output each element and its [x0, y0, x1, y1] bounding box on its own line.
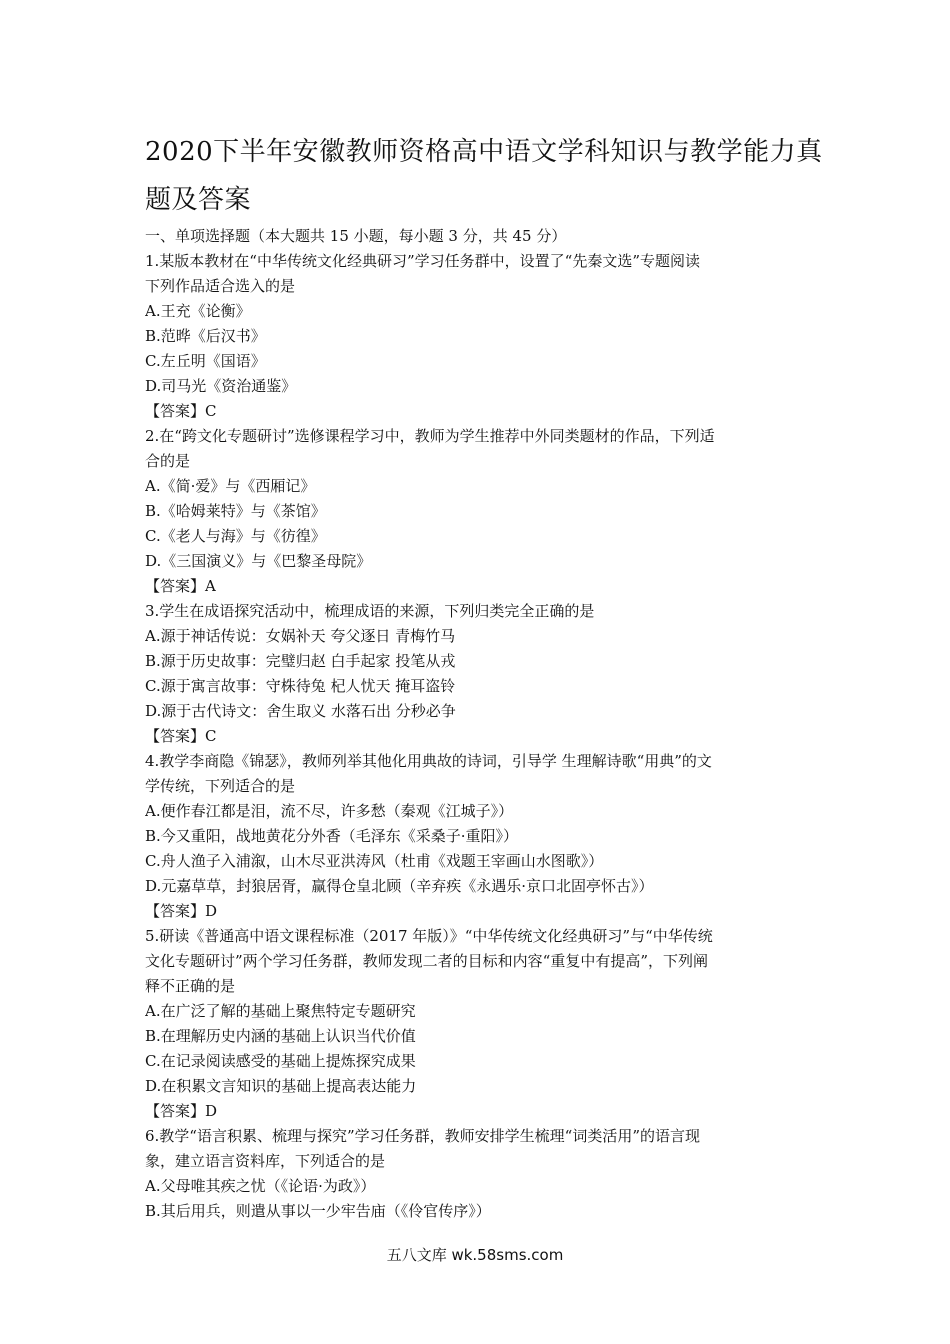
question-option: C.舟人渔子入浦溆，山木尽亚洪涛风（杜甫《戏题王宰画山水图歌》） — [145, 852, 604, 870]
question-option: B.范晔《后汉书》 — [145, 327, 266, 345]
question-option: C.《老人与海》与《彷徨》 — [145, 527, 326, 545]
footer-watermark: 五八文库 wk.58sms.com — [386, 1246, 564, 1264]
question-option: A.在广泛了解的基础上聚焦特定专题研究 — [145, 1002, 416, 1020]
question-stem: 文化专题研讨”两个学习任务群，教师发现二者的目标和内容“重复中有提高”，下列阐 — [145, 952, 709, 970]
answer-line: 【答案】D — [145, 1102, 218, 1120]
question-option: B.今又重阳，战地黄花分外香（毛泽东《采桑子·重阳》） — [145, 827, 519, 845]
question-stem: 释不正确的是 — [145, 977, 236, 995]
answer-line: 【答案】D — [145, 902, 218, 920]
question-option: A.便作春江都是泪，流不尽，许多愁（秦观《江城子》） — [145, 802, 514, 820]
question-stem: 下列作品适合选入的是 — [145, 277, 296, 295]
question-option: D.在积累文言知识的基础上提高表达能力 — [145, 1077, 417, 1095]
question-stem: 学传统，下列适合的是 — [145, 777, 296, 795]
question-stem: 6.教学“语言积累、梳理与探究”学习任务群，教师安排学生梳理“词类活用”的语言现 — [145, 1127, 700, 1145]
document-title — [145, 128, 825, 224]
question-stem: 合的是 — [145, 452, 191, 470]
question-option: B.《哈姆莱特》与《茶馆》 — [145, 502, 326, 520]
question-option: D.司马光《资治通鉴》 — [145, 377, 297, 395]
title-line-2: 题及答案 — [145, 185, 252, 215]
question-option: B.在理解历史内涵的基础上认识当代价值 — [145, 1027, 416, 1045]
question-option: A.王充《论衡》 — [145, 302, 251, 320]
question-option: D.源于古代诗文：舍生取义 水落石出 分秒必争 — [145, 702, 456, 720]
question-option: B.源于历史故事：完璧归赵 白手起家 投笔从戎 — [145, 652, 456, 670]
question-option: D.元嘉草草，封狼居胥，赢得仓皇北顾（辛弃疾《永遇乐·京口北固亭怀古》） — [145, 877, 654, 895]
answer-line: 【答案】C — [145, 402, 217, 420]
question-option: A.源于神话传说：女娲补天 夸父逐日 青梅竹马 — [145, 627, 456, 645]
question-option: C.左丘明《国语》 — [145, 352, 266, 370]
section-header: 一、单项选择题（本大题共 15 小题，每小题 3 分，共 45 分） — [145, 227, 567, 245]
question-stem: 4.教学李商隐《锦瑟》，教师列举其他化用典故的诗词，引导学 生理解诗歌“用典”的文 — [145, 752, 712, 770]
question-stem: 5.研读《普通高中语文课程标准（2017 年版）》“中华传统文化经典研习”与“中华传统 — [145, 927, 713, 945]
question-option: B.其后用兵，则遣从事以一少牢告庙（《伶官传序》） — [145, 1202, 491, 1220]
answer-line: 【答案】A — [145, 577, 216, 595]
question-stem: 1.某版本教材在“中华传统文化经典研习”学习任务群中，设置了“先秦文选”专题阅读 — [145, 252, 700, 270]
question-option: C.在记录阅读感受的基础上提炼探究成果 — [145, 1052, 416, 1070]
question-stem: 象，建立语言资料库，下列适合的是 — [145, 1152, 386, 1170]
document-body — [145, 224, 815, 1224]
question-stem: 3.学生在成语探究活动中，梳理成语的来源，下列归类完全正确的是 — [145, 602, 595, 620]
answer-line: 【答案】C — [145, 727, 217, 745]
question-option: A.《简·爱》与《西厢记》 — [145, 477, 316, 495]
question-option: A.父母唯其疾之忧（《论语·为政》） — [145, 1177, 376, 1195]
title-line-1: 2020下半年安徽教师资格高中语文学科知识与教学能力真 — [145, 137, 823, 167]
question-stem: 2.在“跨文化专题研讨”选修课程学习中，教师为学生推荐中外同类题材的作品，下列适 — [145, 427, 715, 445]
question-option: D.《三国演义》与《巴黎圣母院》 — [145, 552, 372, 570]
question-option: C.源于寓言故事：守株待兔 杞人忧天 掩耳盗铃 — [145, 677, 456, 695]
